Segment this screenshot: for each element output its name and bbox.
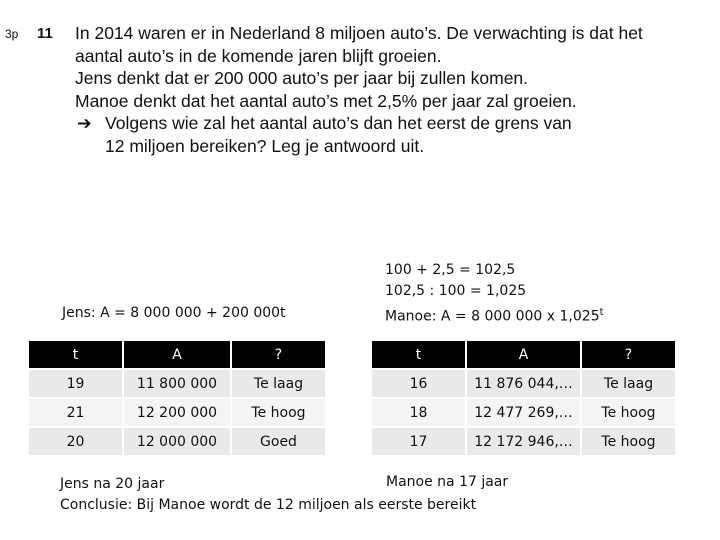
cell-check: Te laag	[232, 370, 325, 397]
question-line: aantal auto’s in de komende jaren blijft groeien.	[75, 45, 442, 66]
header-check: ?	[232, 341, 325, 368]
conclusion-text: Conclusie: Bij Manoe wordt de 12 miljoen als eerste bereikt	[60, 497, 477, 513]
question-number: 11	[37, 25, 53, 42]
table-header-row	[29, 341, 325, 368]
manoe-table	[370, 339, 677, 457]
header-a: A	[124, 341, 230, 368]
cell-check: Te hoog	[232, 399, 325, 426]
manoe-exponent: t	[599, 307, 604, 318]
cell-check: Te hoog	[582, 428, 675, 455]
header-check: ?	[582, 341, 675, 368]
question-line: In 2014 waren er in Nederland 8 miljoen auto’s. De verwachting is dat het	[75, 23, 643, 43]
manoe-result: Manoe na 17 jaar	[386, 474, 509, 490]
question-text	[75, 22, 715, 157]
table-row	[372, 370, 675, 397]
calc-line: 100 + 2,5 = 102,5	[385, 262, 516, 278]
header-t: t	[29, 341, 122, 368]
cell-check: Goed	[232, 428, 325, 455]
jens-table	[27, 339, 327, 457]
table-row	[29, 370, 325, 397]
manoe-formula	[385, 302, 604, 328]
table-row	[372, 399, 675, 426]
question-line: Jens denkt dat er 200 000 auto’s per jaar bij zullen komen.	[75, 68, 529, 88]
cell-check: Te hoog	[582, 399, 675, 426]
cell-t: 19	[29, 370, 122, 397]
cell-a: 11 876 044,…	[467, 370, 580, 397]
question-line: Manoe denkt dat het aantal auto’s met 2,5% per jaar zal groeien.	[75, 90, 577, 111]
table-header-row	[372, 341, 675, 368]
arrow-right-icon: ➔	[77, 113, 92, 133]
cell-t: 20	[29, 428, 122, 455]
cell-a: 12 172 946,…	[467, 428, 580, 455]
table-row	[29, 428, 325, 455]
cell-t: 18	[372, 399, 465, 426]
header-a: A	[467, 341, 580, 368]
cell-t: 17	[372, 428, 465, 455]
manoe-formula-text: Manoe: A = 8 000 000 x 1,025	[385, 308, 600, 325]
jens-formula: Jens: A = 8 000 000 + 200 000t	[62, 305, 286, 321]
cell-a: 12 477 269,…	[467, 399, 580, 426]
table-row	[29, 399, 325, 426]
jens-result: Jens na 20 jaar	[60, 476, 165, 492]
header-t: t	[372, 341, 465, 368]
points-label: 3p	[5, 27, 19, 41]
task-text: Volgens wie zal het aantal auto’s dan het eerst de grens van	[105, 113, 572, 133]
cell-a: 11 800 000	[124, 370, 230, 397]
table-row	[372, 428, 675, 455]
task-line	[75, 112, 715, 135]
cell-t: 21	[29, 399, 122, 426]
cell-check: Te laag	[582, 370, 675, 397]
cell-a: 12 200 000	[124, 399, 230, 426]
cell-t: 16	[372, 370, 465, 397]
calc-line: 102,5 : 100 = 1,025	[385, 283, 527, 299]
manoe-calculation	[385, 260, 604, 328]
cell-a: 12 000 000	[124, 428, 230, 455]
task-line: 12 miljoen bereiken? Leg je antwoord uit.	[105, 135, 425, 156]
